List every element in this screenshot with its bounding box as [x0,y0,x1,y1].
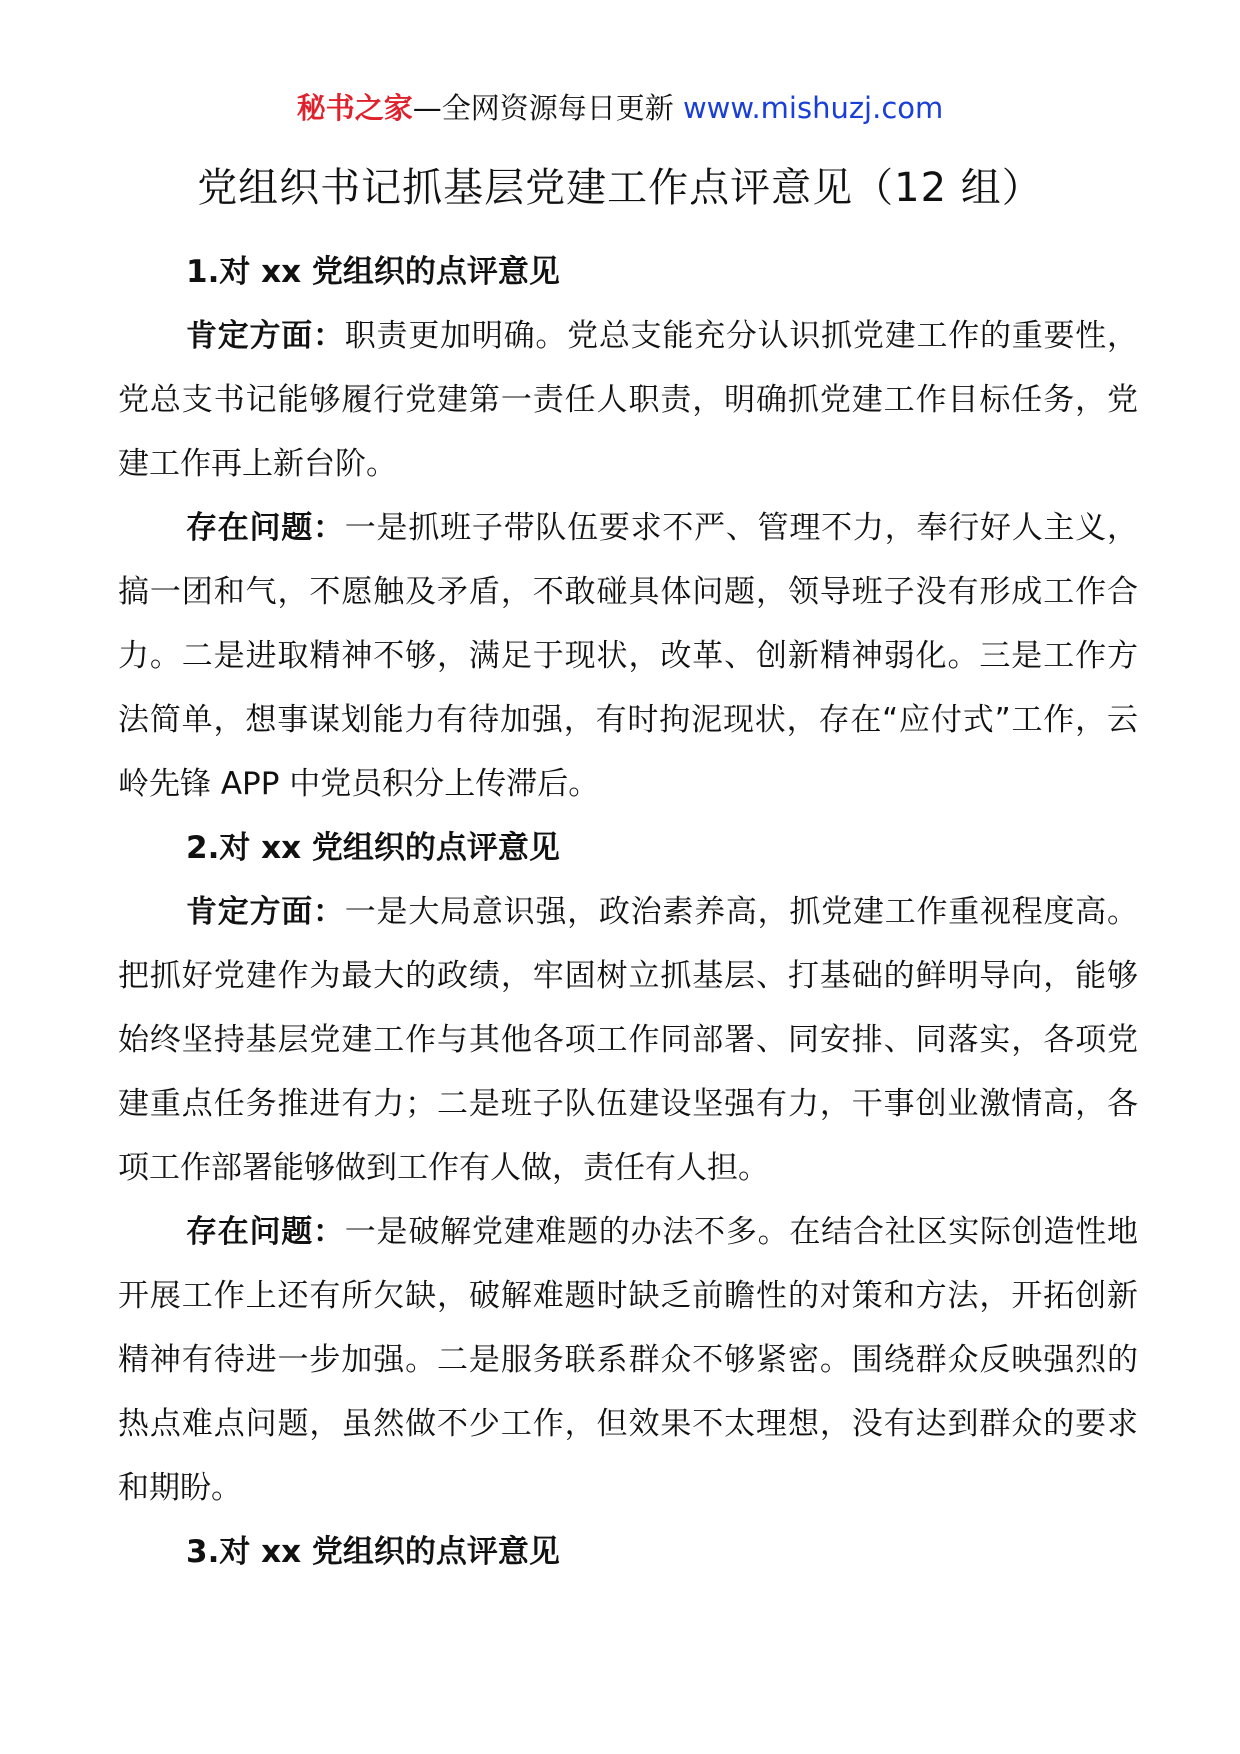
paragraph-label: 存在问题： [186,1214,345,1250]
body-paragraph [118,880,1138,1200]
paragraph-label: 存在问题： [186,510,345,546]
paragraph-label: 肯定方面： [186,318,345,354]
site-header [0,88,1240,128]
paragraph-text: 一是大局意识强，政治素养高，抓党建工作重视程度高。把抓好党建作为最大的政绩，牢固树立抓基层、打基础的鲜明导向，能够始终坚持基层党建工作与其他各项工作同部署、同安排、同落实，各项党建重点任务推进有力；二是班子队伍建设坚强有力，干事创业激情高，各项工作部署能够做到工作有人做，责任有人担。 [118,894,1139,1186]
paragraph-text: 一是破解党建难题的办法不多。在结合社区实际创造性地开展工作上还有所欠缺，破解难题时缺乏前瞻性的对策和方法，开拓创新精神有待进一步加强。二是服务联系群众不够紧密。围绕群众反映强烈的热点难点问题，虽然做不少工作，但效果不太理想，没有达到群众的要求和期盼。 [118,1214,1139,1506]
document-title: 党组织书记抓基层党建工作点评意见（12 组） [197,165,1043,211]
paragraph-text: 一是抓班子带队伍要求不严、管理不力，奉行好人主义，搞一团和气，不愿触及矛盾，不敢碰具体问题，领导班子没有形成工作合力。二是进取精神不够，满足于现状，改革、创新精神弱化。三是工作方法简单，想事谋划能力有待加强，有时拘泥现状，存在“应付式”工作，云岭先锋 APP 中党员积分上传滞后。 [118,510,1139,802]
body-paragraph [118,304,1138,496]
body-paragraph [118,496,1138,816]
section-heading: 2.对 xx 党组织的点评意见 [186,830,560,866]
section-heading: 3.对 xx 党组织的点评意见 [186,1534,560,1570]
site-url-link[interactable]: www.mishuzj.com [682,91,944,125]
paragraph-text: 职责更加明确。党总支能充分认识抓党建工作的重要性，党总支书记能够履行党建第一责任人职责，明确抓党建工作目标任务，党建工作再上新台阶。 [118,318,1139,482]
section-heading: 1.对 xx 党组织的点评意见 [186,254,560,290]
document-body [118,240,1138,1584]
body-paragraph [118,1200,1138,1520]
paragraph-label: 肯定方面： [186,894,345,930]
site-name: 秘书之家 [296,91,413,125]
site-tagline: —全网资源每日更新 [412,91,683,125]
